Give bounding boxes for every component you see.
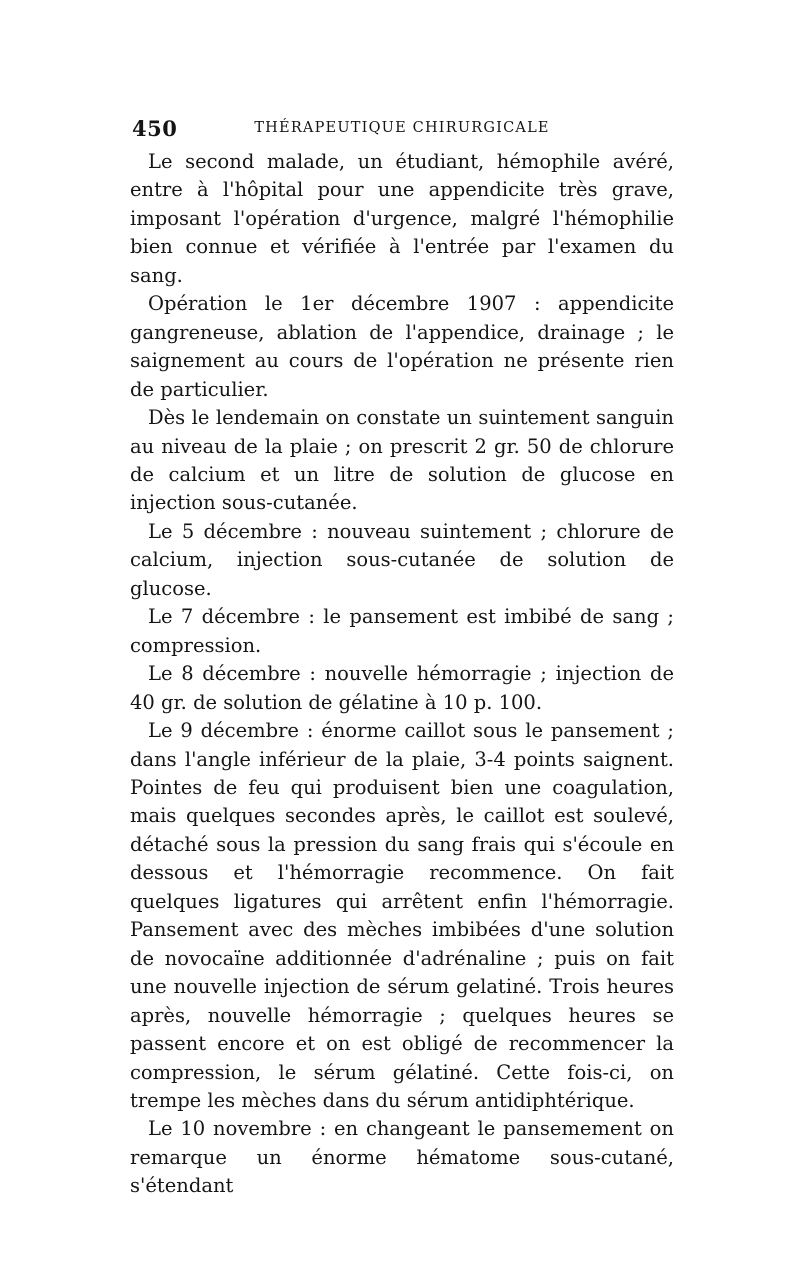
paragraph: Le 5 décembre : nouveau suintement ; chlorure de calcium, injection sous-cutanée de solution de glucose. [130, 519, 674, 600]
paragraph: Le 7 décembre : le pansement est imbibé de sang ; compression. [130, 605, 674, 657]
paragraph: Dès le lendemain on constate un suintement sanguin au niveau de la plaie ; on prescrit 2 gr. 50 de chlorure de calcium et un litre de solution de glucose en injection sous-cutanée. [130, 406, 674, 515]
paragraph: Opération le 1er décembre 1907 : appendicite gangreneuse, ablation de l'appendice, drainage ; le saignement au cours de l'opération ne présente rien de particulier. [130, 292, 674, 401]
paragraph: Le 10 novembre : en changeant le pansemement on remarque un énorme hématome sous-cutané, s'étendant [130, 1117, 674, 1198]
page-header [132, 116, 672, 146]
running-title: THÉRAPEUTIQUE CHIRURGICALE [254, 120, 550, 136]
paragraph: Le 8 décembre : nouvelle hémorragie ; injection de 40 gr. de solution de gélatine à 10 p. 100. [130, 662, 674, 714]
body-text [130, 148, 674, 1201]
paragraph: Le 9 décembre : énorme caillot sous le pansement ; dans l'angle inférieur de la plaie, 3-4 points saignent. Pointes de feu qui produisent bien une coagulation, mais quelques secondes après, le caillot est soulevé, détaché sous la pression du sang frais qui s'écoule en dessous et l'hémorragie recommence. On fait quelques ligatures qui arrêtent enfin l'hémorragie. Pansement avec des mèches imbibées d'une solution de novocaïne additionnée d'adrénaline ; puis on fait une nouvelle injection de sérum gelatiné. Trois heures après, nouvelle hémorragie ; quelques heures se passent encore et on est obligé de recommencer la compression, le sérum gélatiné. Cette fois-ci, on trempe les mèches dans du sérum antidiphtérique. [130, 719, 674, 1112]
page-number: 450 [132, 116, 178, 141]
paragraph: Le second malade, un étudiant, hémophile avéré, entre à l'hôpital pour une appendicite très grave, imposant l'opération d'urgence, malgré l'hémophilie bien connue et vérifiée à l'entrée par l'examen du sang. [130, 150, 674, 287]
